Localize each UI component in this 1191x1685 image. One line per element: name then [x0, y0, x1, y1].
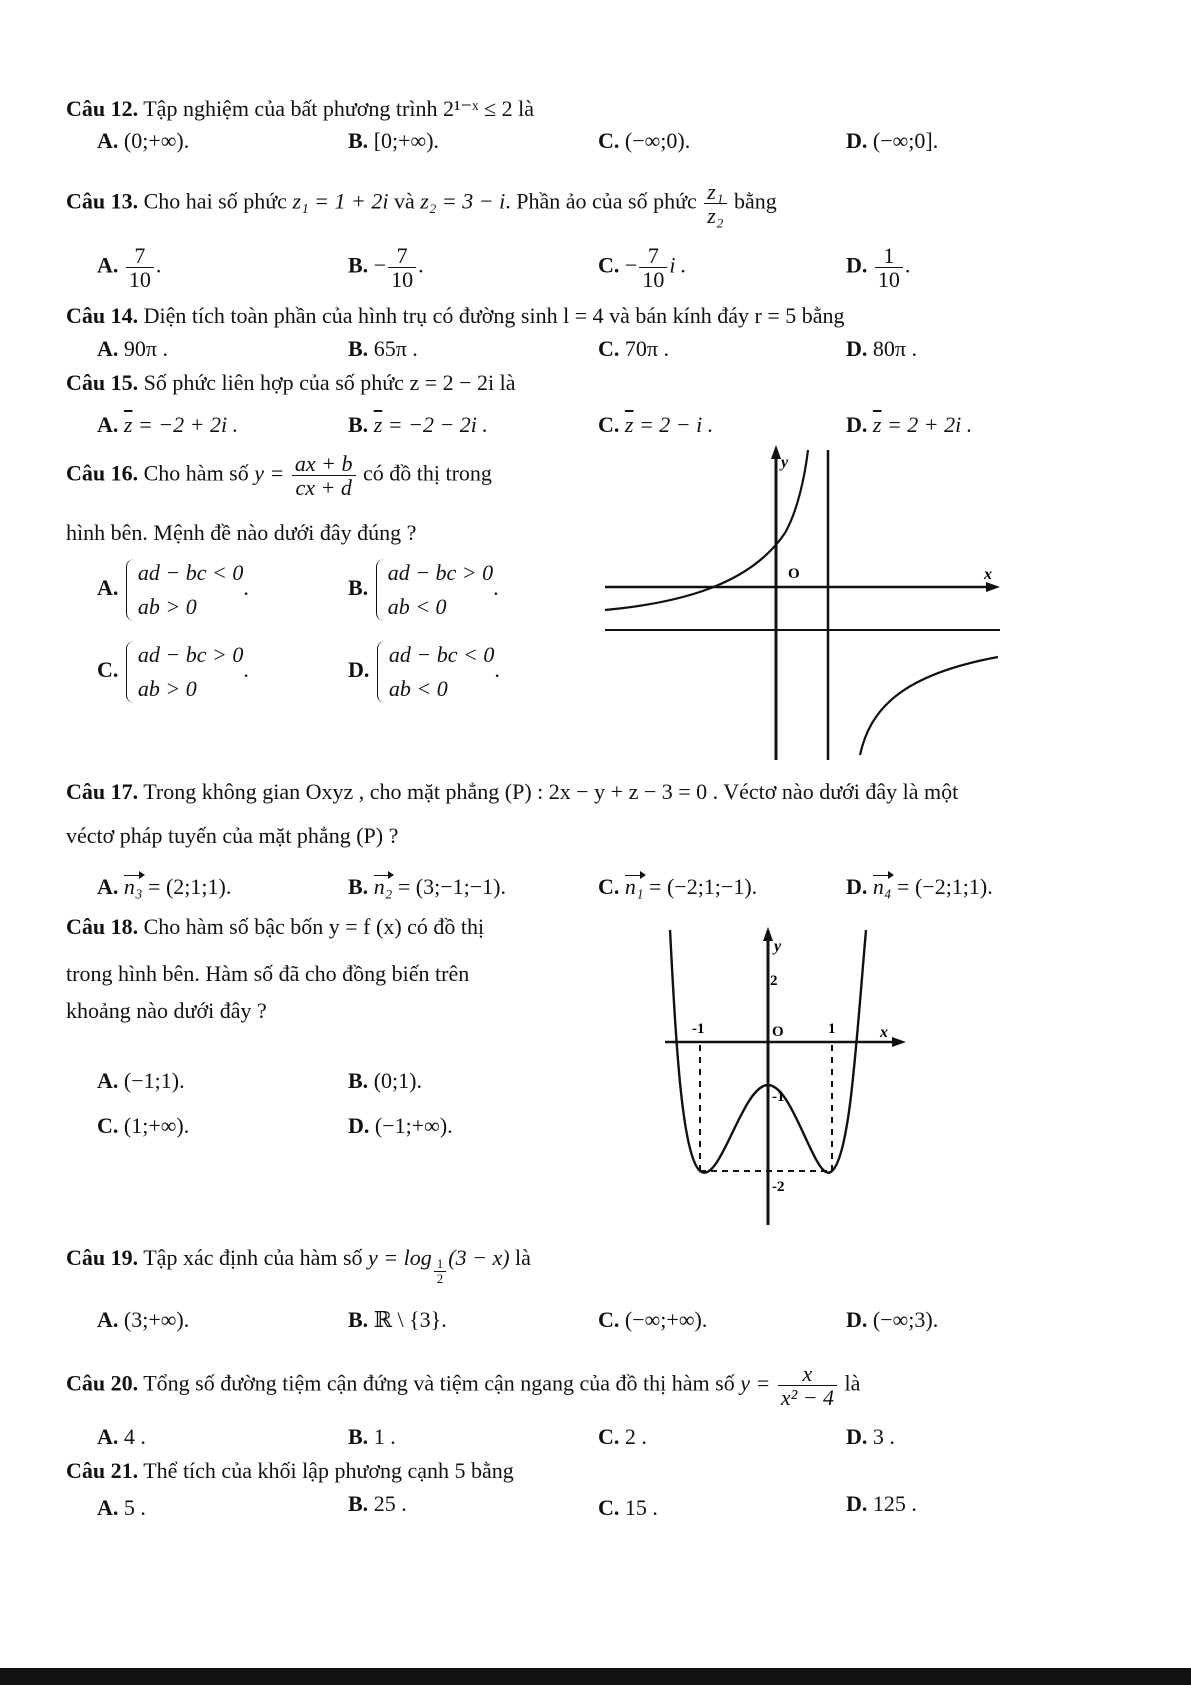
label-x-minus-1: -1 [692, 1021, 705, 1037]
option-b: B. 25 . [348, 1491, 407, 1516]
option-b: B. $\overline{z} = -2 - 2i$ . [348, 412, 488, 437]
system-bracket: ad − bc > 0 ab < 0 [374, 556, 493, 624]
option-b: B. (0;1). [348, 1068, 422, 1093]
question-17 [66, 779, 958, 805]
system-bracket: ad − bc < 0 ab > 0 [124, 556, 243, 624]
system-bracket: ad − bc < 0 ab < 0 [375, 638, 494, 706]
label-y-minus-1: -1 [772, 1089, 785, 1105]
option-d: D. 125 . [846, 1491, 917, 1516]
question-label: Câu 20. [66, 1370, 139, 1396]
log-base-fraction: $\frac{1}{2}$ [434, 1257, 447, 1285]
option-a: A. ad − bc < 0 ab > 0 . [97, 556, 249, 624]
question-18-line2: trong hình bên. Hàm số đã cho đồng biến trên [66, 961, 470, 986]
option-c: C. 2 . [598, 1424, 647, 1449]
option-c: C. 70π . [598, 336, 669, 361]
question-18-line3: khoảng nào dưới đây ? [66, 998, 267, 1023]
scan-bottom-border [0, 1668, 1191, 1685]
question-14 [66, 303, 845, 329]
option-b: B. ad − bc > 0 ab < 0 . [348, 556, 499, 624]
question-19: Câu 19. Tập xác định của hàm số y = log $\frac{1}{2}$ (3 − x) là [66, 1245, 531, 1286]
option-a: A. 90π . [97, 336, 168, 361]
option-c: C. 15 . [598, 1495, 658, 1520]
question-label: Câu 14. [66, 303, 139, 328]
question-18: Câu 18. Cho hàm số bậc bốn y = f (x) có đồ thị [66, 914, 485, 939]
option-d: D. $\overline{z} = 2 + 2i$ . [846, 412, 973, 437]
question-label: Câu 13. [66, 188, 139, 214]
option-a: A. 4 . [97, 1424, 146, 1449]
option-b: B. − $\frac{7}{10}$ . [348, 243, 424, 293]
question-label: Câu 18. [66, 914, 139, 939]
question-12 [66, 96, 534, 122]
system-bracket: ad − bc > 0 ab > 0 [124, 638, 243, 706]
option-c: C. (1;+∞). [97, 1113, 190, 1138]
option-a: A. $\overline{z} = -2 + 2i$ . [97, 412, 239, 437]
hyperbola-graph [600, 445, 1000, 765]
option-a: A. $\frac{7}{10}$ . [97, 243, 162, 293]
option-b: B. 65π . [348, 336, 418, 361]
fraction: $\frac{7}{10}$ [388, 244, 416, 291]
option-c: C. ad − bc > 0 ab > 0 . [97, 638, 249, 706]
x-axis-arrow [986, 582, 1000, 592]
option-a: A. (−1;1). [97, 1068, 185, 1093]
label-y-2: 2 [770, 973, 778, 989]
option-b: B. [0;+∞). [348, 128, 440, 153]
option-b: B. n₂ = (3;−1;−1). [348, 874, 506, 899]
y-axis-arrow [763, 927, 773, 941]
fraction: $\frac{\text{z₁}}{\text{z₂}}$ [704, 180, 726, 227]
question-text: Tập nghiệm của bất phương trình 2¹⁻ˣ ≤ 2 là [143, 96, 534, 121]
fraction: $\frac{7}{10}$ [126, 244, 154, 291]
question-label: Câu 17. [66, 779, 139, 804]
option-d: D. 80π . [846, 336, 917, 361]
y-axis-label: y [781, 454, 789, 471]
origin-label: O [772, 1024, 784, 1040]
fraction: $\frac{1}{10}$ [875, 244, 903, 291]
question-label: Câu 19. [66, 1245, 139, 1270]
option-a: A. n₃ = (2;1;1). [97, 874, 232, 899]
option-a: A. (0;+∞). [97, 128, 190, 153]
question-text: Trong không gian Oxyz , cho mặt phẳng (P) : 2x − y + z − 3 = 0 . Véctơ nào dưới đây là một [143, 779, 959, 804]
x-axis-label: x [880, 1024, 888, 1041]
label-y-minus-2: -2 [772, 1179, 785, 1195]
question-15 [66, 370, 516, 396]
question-text: Số phức liên hợp của số phức z = 2 − 2i là [143, 370, 516, 395]
quartic-graph [660, 925, 910, 1230]
question-label: Câu 21. [66, 1458, 139, 1483]
option-a: A. (3;+∞). [97, 1307, 190, 1332]
question-label: Câu 12. [66, 96, 139, 121]
fraction: $\frac{7}{10}$ [639, 244, 667, 291]
option-c: C. (−∞;0). [598, 128, 691, 153]
option-d: D. (−∞;3). [846, 1307, 939, 1332]
y-axis-arrow [771, 445, 781, 459]
question-16-line2: hình bên. Mệnh đề nào dưới đây đúng ? [66, 520, 417, 545]
fraction: $\frac{ax + b}{cx + d}$ [292, 452, 356, 499]
label-x-1: 1 [828, 1021, 836, 1037]
question-16: Câu 16. Cho hàm số y = $\frac{ax + b}{cx + d}$ có đồ thị trong [66, 451, 492, 501]
question-text: Diện tích toàn phần của hình trụ có đường sinh l = 4 và bán kính đáy r = 5 bằng [143, 303, 845, 328]
x-axis-arrow [892, 1037, 906, 1047]
curve-right-branch [860, 657, 998, 755]
option-d: D. $\frac{1}{10}$ . [846, 243, 911, 293]
x-axis-label: x [984, 566, 992, 583]
y-axis-label: y [774, 938, 782, 955]
option-c: C. $\overline{z} = 2 - i$ . [598, 412, 714, 437]
fraction: $\frac{x}{\text{x² − 4}}$ [778, 1362, 837, 1409]
option-a: A. 5 . [97, 1495, 146, 1520]
option-c: C. n₁ = (−2;1;−1). [598, 874, 758, 899]
option-c: C. − $\frac{7}{10}$ i . [598, 243, 687, 293]
option-d: D. 3 . [846, 1424, 895, 1449]
option-d: D. (−∞;0]. [846, 128, 939, 153]
option-d: D. n₄ = (−2;1;1). [846, 874, 993, 899]
option-d: D. (−1;+∞). [348, 1113, 453, 1138]
question-17-line2: véctơ pháp tuyến của mặt phẳng (P) ? [66, 823, 399, 848]
option-d: D. ad − bc < 0 ab < 0 . [348, 638, 500, 706]
option-b: B. 1 . [348, 1424, 396, 1449]
question-20: Câu 20. Tổng số đường tiệm cận đứng và tiệm cận ngang của đồ thị hàm số y = $\frac{x}{\text{x² − 4}}$ là [66, 1361, 861, 1411]
question-label: Câu 16. [66, 460, 139, 486]
question-text: Thể tích của khối lập phương cạnh 5 bằng [143, 1458, 514, 1483]
question-21 [66, 1458, 514, 1484]
option-c: C. (−∞;+∞). [598, 1307, 708, 1332]
question-label: Câu 15. [66, 370, 139, 395]
question-13: Câu 13. Cho hai số phức z₁ = 1 + 2i và z₂ = 3 − i. Phần ảo của số phức $\frac{\text{z₁}}{\text{z₂}}$ bằng [66, 179, 777, 229]
option-b: B. ℝ \ {3}. [348, 1307, 447, 1332]
origin-label: O [788, 566, 800, 582]
